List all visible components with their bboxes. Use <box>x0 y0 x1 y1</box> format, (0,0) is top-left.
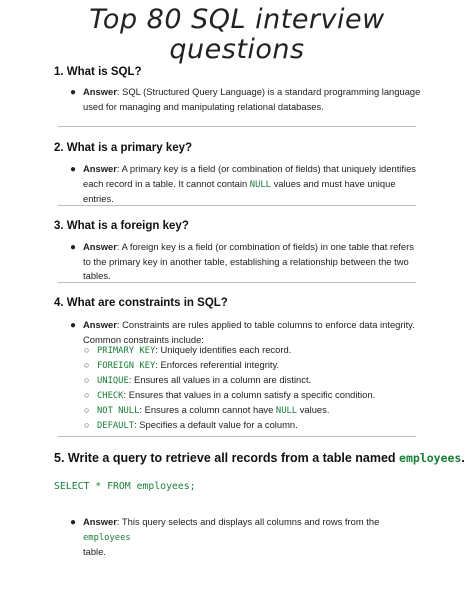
answer-label: Answer <box>83 516 117 527</box>
bullet-icon: ● <box>70 517 77 528</box>
code-default: DEFAULT <box>97 421 135 431</box>
answer-5 <box>83 515 423 560</box>
code-employees: employees <box>83 532 131 543</box>
bullet-icon: ● <box>70 87 77 98</box>
answer-label: Answer <box>83 86 117 97</box>
answer-text: : A primary key is a field (or combination of fields) that uniquely identifies each record in a table. It cannot contain <box>83 163 416 189</box>
constraint-item <box>97 403 329 418</box>
page-title-line-2: questions <box>169 34 305 65</box>
question-5-end: . <box>461 451 465 465</box>
sub-bullet-icon: ○ <box>84 405 90 415</box>
sub-bullet-icon: ○ <box>84 360 90 370</box>
constraint-text-end: values. <box>297 404 330 415</box>
answer-text-end: table. <box>83 546 106 557</box>
code-check: CHECK <box>97 391 124 401</box>
question-2: 2. What is a primary key? <box>54 142 193 154</box>
constraint-text: : Enforces referential integrity. <box>155 359 280 370</box>
divider <box>58 436 416 437</box>
question-5-text: 5. Write a query to retrieve all records from a table named <box>54 451 400 465</box>
sub-bullet-icon: ○ <box>84 345 90 355</box>
answer-3 <box>83 240 423 284</box>
answer-2 <box>83 162 423 207</box>
answer-text: : This query selects and displays all columns and rows from the <box>116 516 380 527</box>
divider <box>58 282 416 283</box>
answer-text: : A foreign key is a field (or combination of fields) in one table that refers to the primary key in another table, establishing a relationship between the two tables. <box>83 241 414 281</box>
code-primary-key: PRIMARY KEY <box>97 346 156 356</box>
bullet-icon: ● <box>70 242 77 253</box>
constraint-item <box>97 358 279 373</box>
code-foreign-key: FOREIGN KEY <box>97 361 156 371</box>
answer-label: Answer <box>83 241 117 252</box>
code-null: NULL <box>275 406 298 416</box>
divider <box>58 205 416 206</box>
sql-code-block: SELECT * FROM employees; <box>54 481 196 492</box>
sub-bullet-icon: ○ <box>84 420 90 430</box>
answer-label: Answer <box>83 319 117 330</box>
question-1: 1. What is SQL? <box>54 66 142 78</box>
answer-text: : Constraints are rules applied to table columns to enforce data integrity. Common constraints include: <box>83 319 415 345</box>
constraint-item <box>97 373 311 388</box>
code-null: NULL <box>249 179 271 190</box>
answer-text: : SQL (Structured Query Language) is a standard programming language used for managing and manipulating relational databases. <box>83 86 421 112</box>
question-4: 4. What are constraints in SQL? <box>54 297 228 309</box>
constraint-text: : Ensures a column cannot have <box>139 404 276 415</box>
sub-bullet-icon: ○ <box>84 375 90 385</box>
page-title-line-1: Top 80 SQL interview <box>89 4 385 35</box>
constraint-item <box>97 388 375 403</box>
bullet-icon: ● <box>70 164 77 175</box>
question-3: 3. What is a foreign key? <box>54 220 189 232</box>
question-5 <box>54 451 465 465</box>
constraint-text: : Uniquely identifies each record. <box>155 344 292 355</box>
constraint-text: : Ensures all values in a column are distinct. <box>128 374 312 385</box>
bullet-icon: ● <box>70 320 77 331</box>
code-employees: employees <box>399 451 462 465</box>
answer-label: Answer <box>83 163 117 174</box>
constraint-text: : Specifies a default value for a column. <box>134 419 298 430</box>
code-unique: UNIQUE <box>97 376 129 386</box>
constraint-text: : Ensures that values in a column satisfy a specific condition. <box>123 389 376 400</box>
code-not-null: NOT NULL <box>97 406 140 416</box>
answer-text-end: values and must have unique entries. <box>83 177 396 204</box>
answer-1 <box>83 85 423 114</box>
sub-bullet-icon: ○ <box>84 390 90 400</box>
constraint-item <box>97 418 298 433</box>
divider <box>58 126 416 127</box>
constraint-item <box>97 343 291 358</box>
